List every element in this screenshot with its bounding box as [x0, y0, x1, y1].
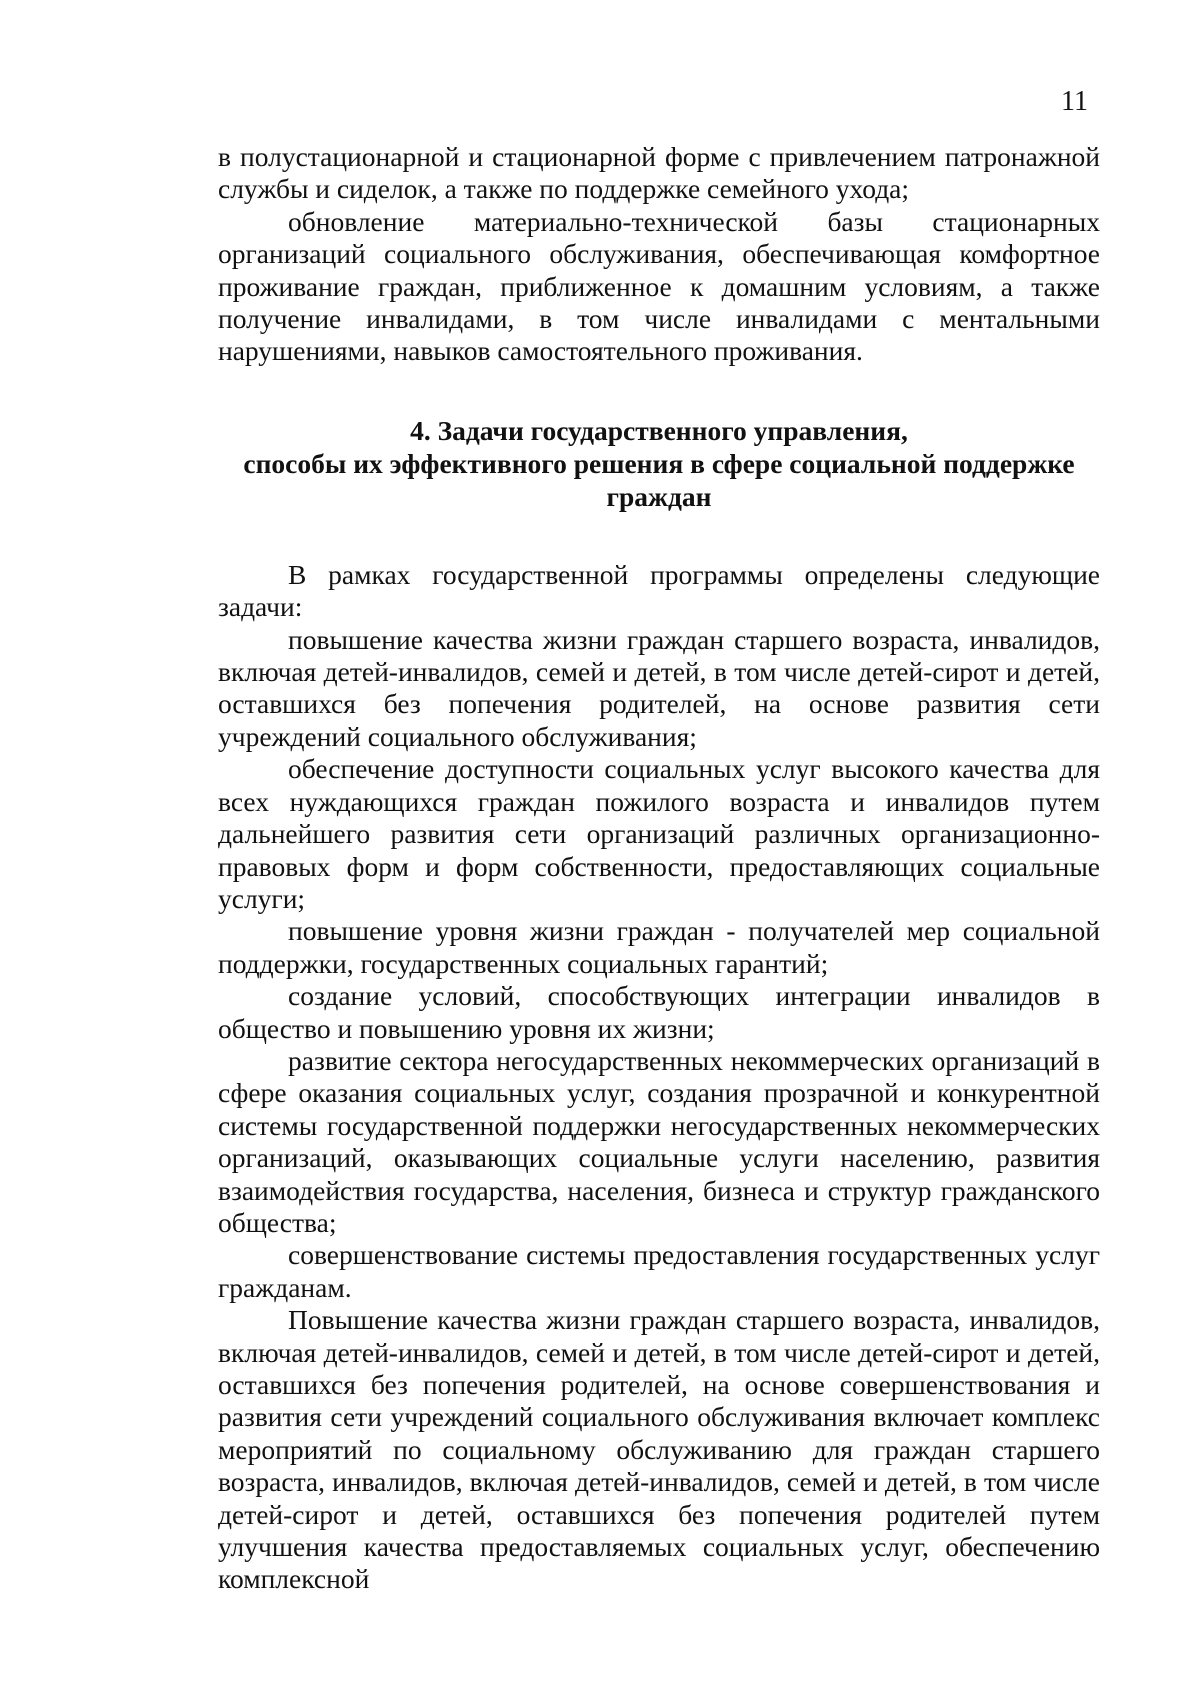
paragraph: Повышение качества жизни граждан старшего возраста, инвалидов, включая детей-инвалидов, семей и детей, в том числе детей-сирот и детей, оставшихся без попечения родителей, на основе совершенствования и развития сети учреждений социального обслуживания включает комплекс мероприятий по социальному обслуживанию для граждан старшего возраста, инвалидов, включая детей-инвалидов, семей и детей, в том числе детей-сирот и детей, оставшихся без попечения родителей путем улучшения качества предоставляемых социальных услуг, обеспечению комплексной: [218, 1304, 1100, 1595]
paragraph: повышение уровня жизни граждан - получателей мер социальной поддержки, государственных социальных гарантий;: [218, 915, 1100, 979]
paragraph: совершенствование системы предоставления государственных услуг гражданам.: [218, 1239, 1100, 1303]
paragraph-continuation: в полустационарной и стационарной форме с привлечением патронажной службы и сиделок, а также по поддержке семейного ухода;: [218, 141, 1100, 205]
page-number: 11: [1061, 86, 1088, 117]
document-body: [218, 141, 1100, 1596]
section-heading: [218, 414, 1100, 513]
section-heading-line: граждан: [606, 480, 712, 512]
section-heading-line: способы их эффективного решения в сфере социальной поддержке: [243, 447, 1075, 479]
paragraph: обновление материально-технической базы стационарных организаций социального обслуживания, обеспечивающая комфортное проживание граждан, приближенное к домашним условиям, а также получение инвалидами, в том числе инвалидами с ментальными нарушениями, навыков самостоятельного проживания.: [218, 205, 1100, 367]
paragraph: В рамках государственной программы определены следующие задачи:: [218, 558, 1100, 623]
paragraph: развитие сектора негосударственных некоммерческих организаций в сфере оказания социальных услуг, создания прозрачной и конкурентной системы государственной поддержки негосударственных некоммерческих организаций, оказывающих социальные услуги населению, развития взаимодействия государства, населения, бизнеса и структур гражданского общества;: [218, 1044, 1100, 1238]
paragraph: обеспечение доступности социальных услуг высокого качества для всех нуждающихся граждан пожилого возраста и инвалидов путем дальнейшего развития сети организаций различных организационно-правовых форм и форм собственности, предоставляющих социальные услуги;: [218, 753, 1100, 914]
paragraph: создание условий, способствующих интеграции инвалидов в общество и повышению уровня их жизни;: [218, 980, 1100, 1044]
section-heading-line: 4. Задачи государственного управления,: [410, 414, 908, 446]
paragraph: повышение качества жизни граждан старшего возраста, инвалидов, включая детей-инвалидов, семей и детей, в том числе детей-сирот и детей, оставшихся без попечения родителей, на основе развития сети учреждений социального обслуживания;: [218, 623, 1100, 752]
